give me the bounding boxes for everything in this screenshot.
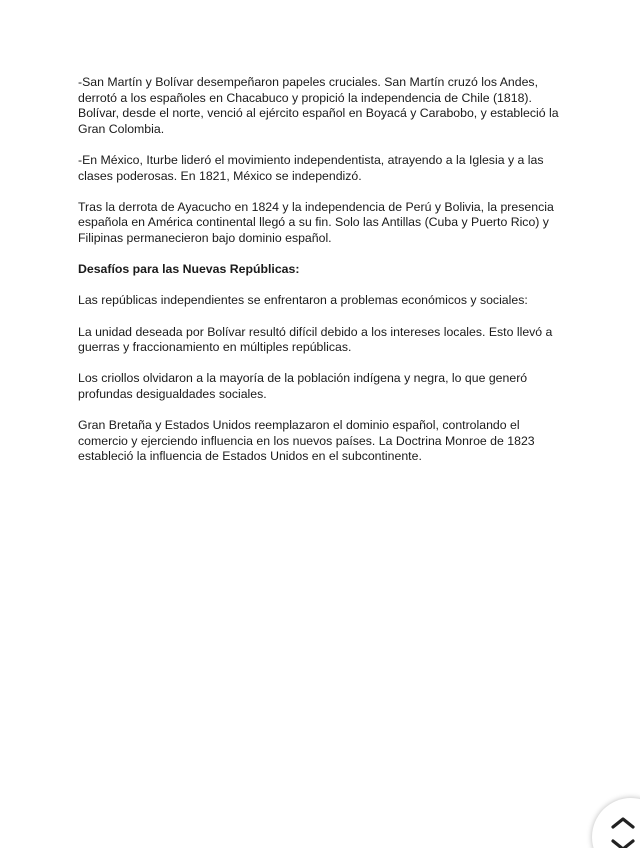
section-heading: Desafíos para las Nuevas Repúblicas: xyxy=(78,262,300,277)
paragraph-criollos: Los criollos olvidaron a la mayoría de la población indígena y negra, lo que generó profundas desigualdades sociales. xyxy=(78,371,528,401)
chevron-down-icon xyxy=(613,841,633,848)
paragraph-britain-usa: Gran Bretaña y Estados Unidos reemplazaron el dominio español, controlando el comercio y ejerciendo influencia en los nuevos países. La Doctrina Monroe de 1823 estableció la influencia de Estados Unidos en el subcontinente. xyxy=(78,418,535,464)
chevron-up-icon xyxy=(613,819,633,827)
paragraph-san-martin-bolivar: -San Martín y Bolívar desempeñaron papeles cruciales. San Martín cruzó los Andes, derrotó a los españoles en Chacabuco y propició la independencia de Chile (1818). Bolívar, desde el norte, venció al ejército español en Boyacá y Carabobo, y estableció la Gran Colombia. xyxy=(78,75,559,136)
scroll-arrows xyxy=(610,816,636,848)
paragraph-ayacucho: Tras la derrota de Ayacucho en 1824 y la independencia de Perú y Bolivia, la presencia española en América continental llegó a su fin. Solo las Antillas (Cuba y Puerto Rico) y Filipinas permanecieron bajo dominio español. xyxy=(78,199,554,245)
paragraph-mexico: -En México, Iturbe lideró el movimiento independentista, atrayendo a la Iglesia y a las clases poderosas. En 1821, México se independizó. xyxy=(78,152,544,183)
scroll-navigation-button[interactable] xyxy=(592,798,640,848)
paragraph-intro-problems: Las repúblicas independientes se enfrentaron a problemas económicos y sociales: xyxy=(78,293,528,308)
paragraph-unity: La unidad deseada por Bolívar resultó difícil debido a los intereses locales. Esto llevó a guerras y fraccionamiento en múltiples repúblicas. xyxy=(78,324,553,355)
document-body xyxy=(78,75,568,480)
